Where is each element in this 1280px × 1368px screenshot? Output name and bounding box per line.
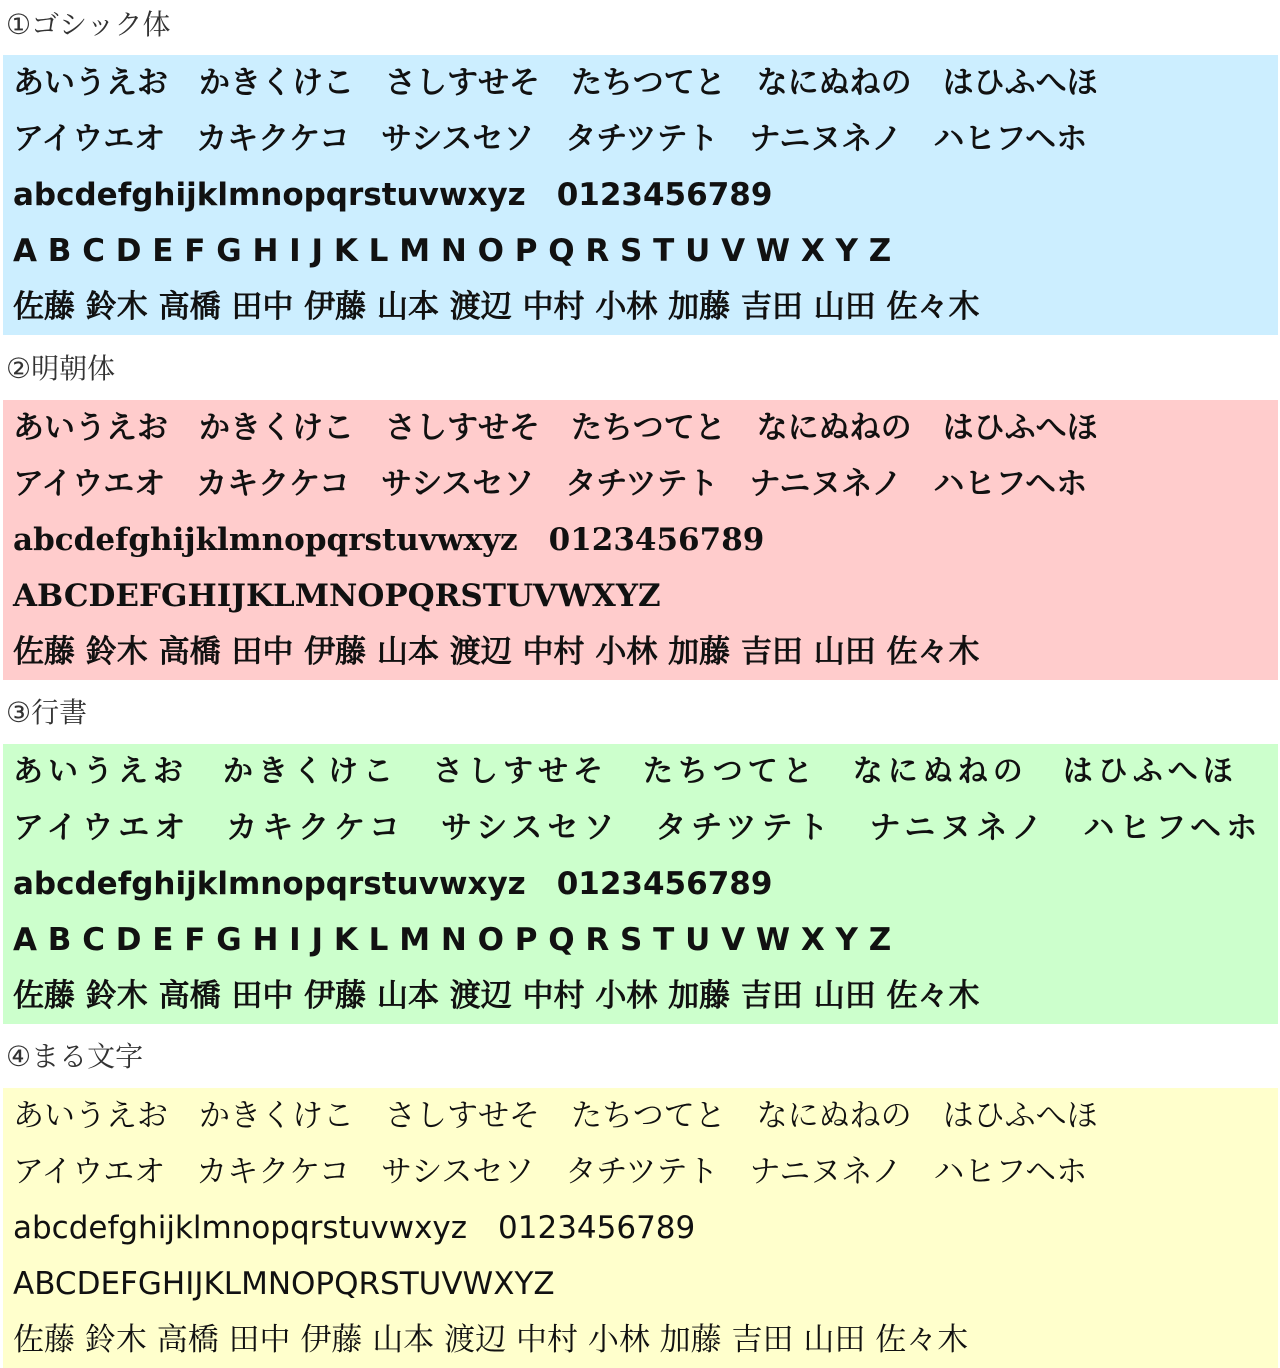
- sample-line-lowercase-digits: abcdefghijklmnopqrstuvwxyz 0123456789: [13, 177, 773, 213]
- sample-line-surnames: 佐藤 鈴木 高橋 田中 伊藤 山本 渡辺 中村 小林 加藤 吉田 山田 佐々木: [13, 1322, 969, 1358]
- sample-line-lowercase-digits: abcdefghijklmnopqrstuvwxyz 0123456789: [13, 866, 773, 902]
- sample-line-hiragana: あいうえお かきくけこ さしすせそ たちつてと なにぬねの はひふへほ: [13, 754, 1238, 789]
- sample-line-katakana: アイウエオ カキクケコ サシスセソ タチツテト ナニヌネノ ハヒフヘホ: [13, 121, 1088, 157]
- font-sample-panel-maru: [3, 1088, 1278, 1368]
- sample-line-hiragana: あいうえお かきくけこ さしすせそ たちつてと なにぬねの はひふへほ: [13, 65, 1098, 101]
- sample-line-lowercase-digits: abcdefghijklmnopqrstuvwxyz 0123456789: [13, 522, 765, 558]
- sample-line-hiragana: あいうえお かきくけこ さしすせそ たちつてと なにぬねの はひふへほ: [13, 410, 1098, 446]
- font-sample-panel-mincho: [3, 400, 1278, 680]
- section-title-gothic: ①ゴシック体: [6, 8, 171, 41]
- font-sample-panel-gyosho: [3, 744, 1278, 1024]
- sample-line-lowercase-digits: abcdefghijklmnopqrstuvwxyz 0123456789: [13, 1210, 696, 1246]
- sample-line-surnames: 佐藤 鈴木 高橋 田中 伊藤 山本 渡辺 中村 小林 加藤 吉田 山田 佐々木: [13, 634, 980, 670]
- sample-line-katakana: アイウエオ カキクケコ サシスセソ タチツテト ナニヌネノ ハヒフヘホ: [13, 1154, 1088, 1190]
- section-title-maru: ④まる文字: [6, 1040, 144, 1073]
- sample-line-katakana: アイウエオ カキクケコ サシスセソ タチツテト ナニヌネノ ハヒフヘホ: [13, 810, 1263, 846]
- sample-line-uppercase: A B C D E F G H I J K L M N O P Q R S T U V W X Y Z: [13, 922, 892, 958]
- section-title-gyosho: ③行書: [6, 696, 88, 729]
- sample-line-uppercase: A B C D E F G H I J K L M N O P Q R S T U V W X Y Z: [13, 233, 892, 269]
- section-title-mincho: ②明朝体: [6, 352, 116, 385]
- sample-line-uppercase: ABCDEFGHIJKLMNOPQRSTUVWXYZ: [13, 1266, 555, 1302]
- sample-line-hiragana: あいうえお かきくけこ さしすせそ たちつてと なにぬねの はひふへほ: [13, 1098, 1098, 1134]
- font-sample-panel-gothic: [3, 55, 1278, 335]
- sample-line-katakana: アイウエオ カキクケコ サシスセソ タチツテト ナニヌネノ ハヒフヘホ: [13, 466, 1088, 502]
- sample-line-surnames: 佐藤 鈴木 高橋 田中 伊藤 山本 渡辺 中村 小林 加藤 吉田 山田 佐々木: [13, 978, 980, 1014]
- sample-line-surnames: 佐藤 鈴木 高橋 田中 伊藤 山本 渡辺 中村 小林 加藤 吉田 山田 佐々木: [13, 289, 980, 325]
- sample-line-uppercase: ABCDEFGHIJKLMNOPQRSTUVWXYZ: [13, 578, 661, 614]
